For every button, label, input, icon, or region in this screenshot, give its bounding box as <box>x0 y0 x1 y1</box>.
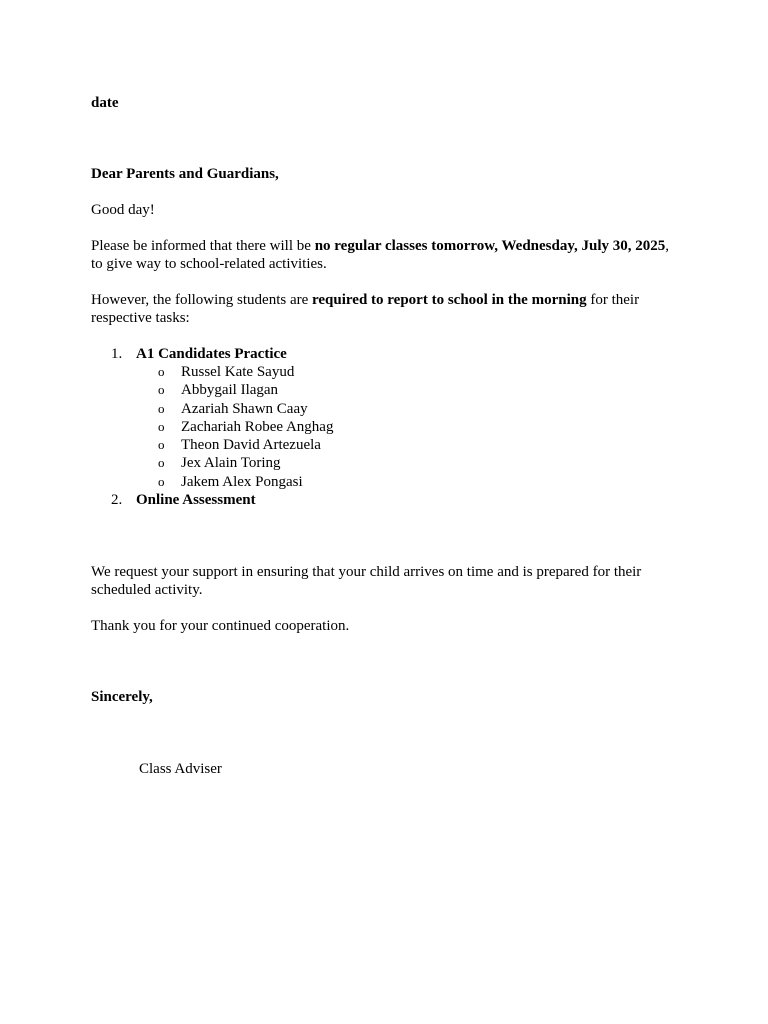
task-item <box>91 345 681 363</box>
student-name: Azariah Shawn Caay <box>181 400 308 417</box>
task-list <box>91 345 681 509</box>
bullet-icon: o <box>158 437 165 453</box>
instruction-highlight: required to report to school in the morning <box>312 292 587 308</box>
signatory: Class Adviser <box>139 761 222 777</box>
student-item <box>91 400 681 418</box>
task-label: A1 Candidates Practice <box>136 346 287 362</box>
announcement-highlight: no regular classes tomorrow, Wednesday, July 30, 2025 <box>314 238 666 254</box>
student-item <box>91 363 681 381</box>
task-number: 2. <box>111 492 123 509</box>
bullet-icon: o <box>158 455 165 471</box>
letter-date: date <box>91 95 119 111</box>
bullet-icon: o <box>158 473 165 489</box>
task-number: 1. <box>111 346 123 362</box>
student-item <box>91 454 681 472</box>
thanks-paragraph: Thank you for your continued cooperation. <box>91 618 350 634</box>
student-item <box>91 436 681 454</box>
instruction-post: for their respective tasks: <box>91 292 640 326</box>
student-name: Jakem Alex Pongasi <box>181 473 303 490</box>
student-name: Zachariah Robee Anghag <box>181 418 334 435</box>
bullet-icon: o <box>158 400 165 416</box>
student-name: Jex Alain Toring <box>181 455 281 472</box>
student-name: Theon David Artezuela <box>181 437 321 454</box>
announcement-paragraph <box>91 237 681 273</box>
student-item <box>91 381 681 399</box>
salutation: Dear Parents and Guardians, <box>91 166 279 182</box>
student-name: Abbygail Ilagan <box>181 382 279 399</box>
instruction-pre: However, the following students are <box>91 292 313 308</box>
support-paragraph: We request your support in ensuring that your child arrives on time and is prepared for their scheduled activity. <box>91 564 642 598</box>
greeting: Good day! <box>91 202 155 218</box>
announcement-post: , to give way to school-related activities. <box>91 238 670 272</box>
bullet-icon: o <box>158 382 165 398</box>
bullet-icon: o <box>158 418 165 434</box>
closing: Sincerely, <box>91 689 153 705</box>
student-item <box>91 418 681 436</box>
instruction-paragraph <box>91 291 681 327</box>
announcement-pre: Please be informed that there will be <box>91 238 315 254</box>
student-name: Russel Kate Sayud <box>181 364 295 380</box>
task-label: Online Assessment <box>136 492 256 509</box>
student-item <box>91 473 681 491</box>
task-item <box>91 491 681 509</box>
bullet-icon: o <box>158 364 165 379</box>
